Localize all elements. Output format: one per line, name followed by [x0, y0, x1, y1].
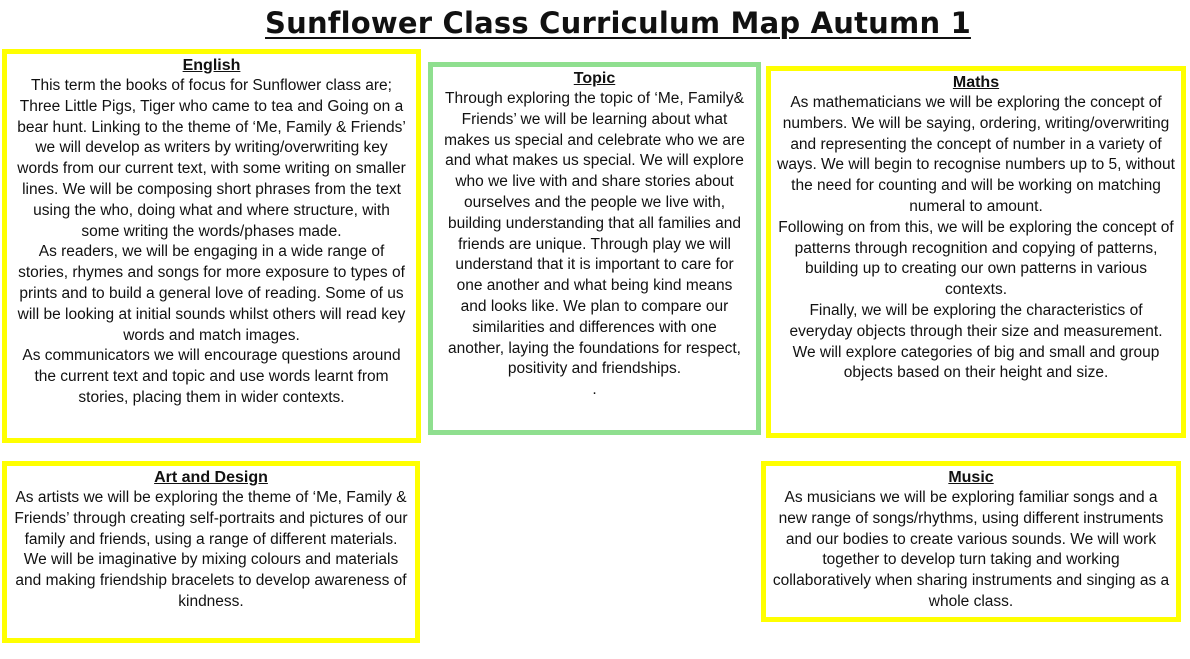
english-paragraph: As communicators we will encourage questions around the current text and topic and use words learnt from stories, placing them in wider contexts.: [22, 347, 401, 406]
english-heading: English: [182, 57, 241, 74]
topic-heading: Topic: [573, 70, 616, 87]
page-title-text: Sunflower Class Curriculum Map Autumn 1: [265, 6, 971, 40]
topic-trailing-dot: .: [592, 381, 597, 399]
music-heading: Music: [948, 469, 994, 486]
art-and-design-box: [2, 461, 420, 643]
maths-paragraph: As mathematicians we will be exploring the concept of numbers. We will be saying, ordering, writing/overwriting and representing the concept of number in a variety of ways. We will begin to recognise numbers up to 5, without the need for counting and will be working on matching numeral to amount.: [777, 94, 1175, 215]
art-heading: Art and Design: [154, 469, 268, 486]
maths-paragraph: Finally, we will be exploring the characteristics of everyday objects through their size and measurement. We will explore categories of big and small and group objects based on their height and size.: [789, 301, 1163, 382]
english-box: [2, 49, 421, 443]
topic-paragraph: Through exploring the topic of ‘Me, Family& Friends’ we will be learning about what makes us special and celebrate who we are and what makes us special. We will explore who we live with and share stories about ourselves and the people we live with, building understanding that all families and friends are unique. Through play we will understand that it is important to care for one another and what being kind means and looks like. We plan to compare our similarities and differences with one another, laying the foundations for respect, positivity and friendships.: [444, 90, 745, 378]
english-paragraph: This term the books of focus for Sunflower class are; Three Little Pigs, Tiger who came to tea and Going on a bear hunt. Linking to the theme of ‘Me, Family & Friends’ we will develop as writers by writing/overwriting key words from our current text, with some writing on smaller lines. We will be composing short phrases from the text using the who, doing what and where structure, with some writing the words/phases made.: [17, 77, 406, 240]
topic-box: [428, 62, 761, 435]
art-paragraph: As artists we will be exploring the theme of ‘Me, Family & Friends’ through creating self-portraits and pictures of our family and friends, using a range of different materials. We will be imaginative by mixing colours and materials and making friendship bracelets to develop awareness of kindness.: [14, 489, 408, 610]
music-paragraph: As musicians we will be exploring familiar songs and a new range of songs/rhythms, using different instruments and our bodies to create various sounds. We will work together to develop turn taking and working collaboratively when sharing instruments and singing as a whole class.: [772, 489, 1170, 610]
english-paragraph: As readers, we will be engaging in a wide range of stories, rhymes and songs for more exposure to types of prints and to build a general love of reading. Some of us will be looking at initial sounds whilst others will read key words and match images.: [17, 243, 406, 344]
maths-box: [766, 66, 1186, 438]
page-title: [0, 6, 1190, 40]
music-box: [761, 461, 1181, 622]
maths-heading: Maths: [952, 74, 1000, 91]
maths-paragraph: Following on from this, we will be exploring the concept of patterns through recognition and copying of patterns, building up to creating our own patterns in various contexts.: [778, 218, 1174, 299]
